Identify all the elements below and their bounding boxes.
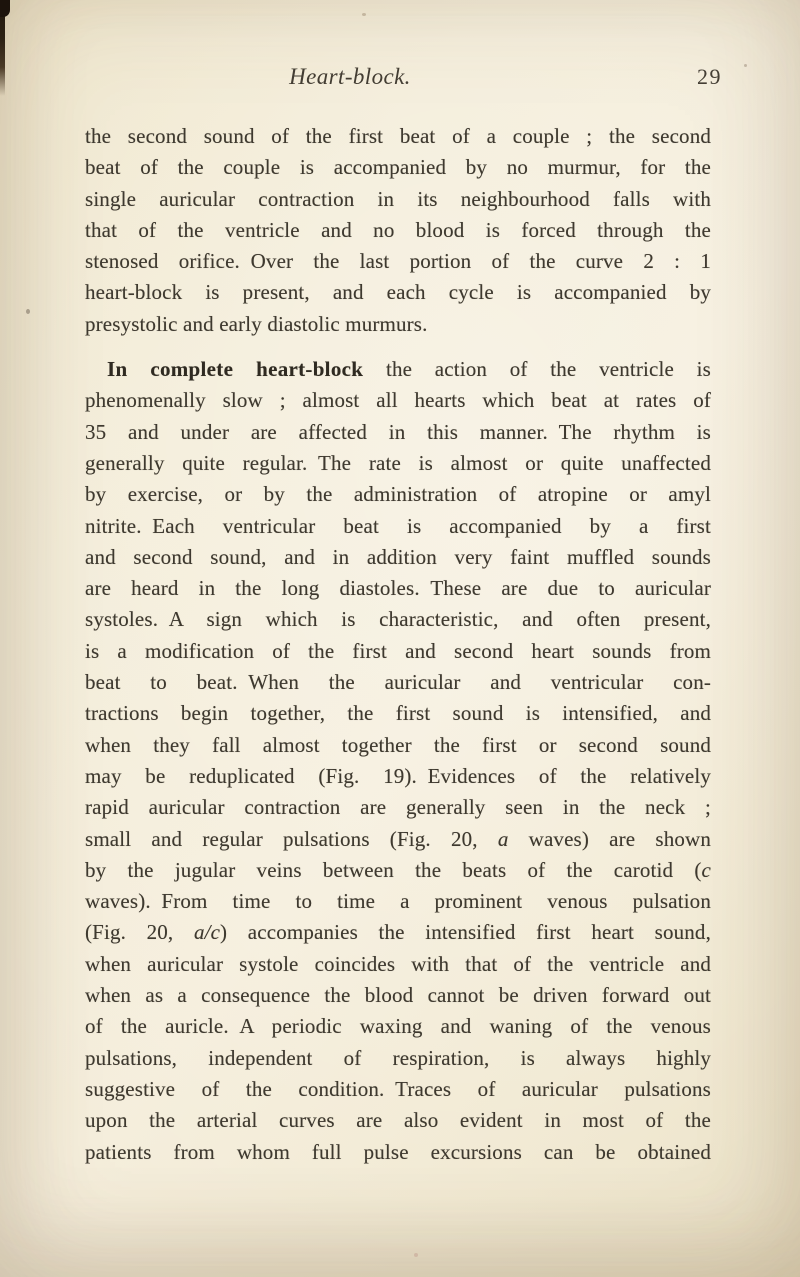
text-run: stenosed orifice. Over the last portion of the curve 2 : 1: [85, 249, 711, 274]
text-line: [85, 385, 711, 416]
text-run: single auricular contraction in its neighbourhood falls with: [85, 186, 711, 211]
bold-run: In complete heart-block: [107, 357, 364, 382]
text-line: [85, 667, 711, 698]
text-run: is a modification of the first and second heart sounds from: [85, 638, 711, 663]
text-line: [85, 855, 711, 886]
text-line: [85, 949, 711, 980]
text-run: by the jugular veins between the beats of the carotid (: [85, 857, 702, 882]
text-run: presystolic and early diastolic murmurs.: [85, 311, 428, 336]
text-line: [85, 604, 711, 635]
text-line: [85, 886, 711, 917]
text-run: waves). From time to time a prominent venous pulsation: [85, 889, 711, 914]
text-run: beat of the couple is accompanied by no murmur, for the: [85, 155, 711, 180]
text-run: of the auricle. A periodic waxing and waning of the venous: [85, 1014, 711, 1039]
text-run: patients from whom full pulse excursions can be obtained: [85, 1139, 711, 1164]
text-run: are heard in the long diastoles. These are due to auricular: [85, 576, 711, 601]
page-number: 29: [697, 64, 722, 89]
text-line: [85, 277, 711, 308]
text-line: [85, 824, 711, 855]
text-run: ) accompanies the intensified first heart sound,: [220, 920, 711, 945]
text-run: waves) are shown: [508, 826, 711, 851]
text-line: [85, 215, 711, 246]
italic-run: a: [497, 826, 509, 851]
text-line: [85, 184, 711, 215]
scan-speck: [414, 1253, 418, 1257]
text-run: that of the ventricle and no blood is forced through the: [85, 217, 711, 242]
text-line: [85, 761, 711, 792]
text-line: [85, 417, 711, 448]
text-run: heart-block is present, and each cycle is accompanied by: [85, 280, 711, 305]
text-run: by exercise, or by the administration of atropine or amyl: [85, 482, 711, 507]
text-run: small and regular pulsations (Fig. 20,: [85, 826, 498, 851]
text-run: when as a consequence the blood cannot be driven forward out: [85, 983, 711, 1008]
text-run: when they fall almost together the first or second sound: [85, 732, 711, 757]
text-run: 35 and under are affected in this manner. The rhythm is: [85, 419, 711, 444]
text-run: may be reduplicated (Fig. 19). Evidences of the relatively: [85, 763, 711, 788]
text-line: [85, 511, 711, 542]
running-header: [0, 0, 800, 100]
text-line: [85, 448, 711, 479]
text-run: the second sound of the first beat of a couple ; the second: [85, 124, 711, 148]
text-block: [85, 121, 711, 1168]
text-run: rapid auricular contraction are generally seen in the neck ;: [85, 795, 711, 820]
text-line: [85, 246, 711, 277]
text-line: [85, 152, 711, 183]
text-line: [85, 636, 711, 667]
text-line: [85, 730, 711, 761]
text-run: beat to beat. When the auricular and ventricular con-: [85, 670, 711, 695]
text-line: [85, 309, 711, 340]
paragraph: [85, 354, 711, 1168]
text-run: upon the arterial curves are also evident in most of the: [85, 1108, 711, 1133]
text-run: (Fig. 20,: [85, 920, 194, 945]
text-run: when auricular systole coincides with that of the ventricle and: [85, 951, 711, 976]
text-run: tractions begin together, the first sound is intensified, and: [85, 701, 711, 726]
text-line: [85, 917, 711, 948]
text-run: pulsations, independent of respiration, is always highly: [85, 1045, 711, 1070]
text-line: [85, 1043, 711, 1074]
paragraph: [85, 121, 711, 340]
text-run: phenomenally slow ; almost all hearts which beat at rates of: [85, 388, 711, 413]
text-line: [85, 1074, 711, 1105]
text-run: and second sound, and in addition very faint muffled sounds: [85, 544, 711, 569]
text-line: [85, 1011, 711, 1042]
text-line: [85, 354, 711, 385]
text-run: nitrite. Each ventricular beat is accompanied by a first: [85, 513, 711, 538]
text-line: [85, 1105, 711, 1136]
text-line: [85, 980, 711, 1011]
text-line: [85, 1137, 711, 1168]
scan-speck: [26, 309, 30, 314]
text-line: [85, 698, 711, 729]
text-run: suggestive of the condition. Traces of auricular pulsations: [85, 1076, 711, 1101]
text-line: [85, 121, 711, 152]
italic-run: a/c: [193, 920, 221, 945]
text-run: generally quite regular. The rate is almost or quite unaffected: [85, 450, 711, 475]
text-line: [85, 542, 711, 573]
text-run: systoles. A sign which is characteristic, and often present,: [85, 607, 711, 632]
text-line: [85, 479, 711, 510]
running-header-title: Heart-block.: [289, 64, 411, 89]
text-run: the action of the ventricle is: [363, 357, 711, 382]
text-line: [85, 573, 711, 604]
scan-speck: [362, 13, 366, 16]
italic-run: c: [701, 857, 711, 882]
text-line: [85, 792, 711, 823]
scan-speck: [744, 64, 747, 67]
